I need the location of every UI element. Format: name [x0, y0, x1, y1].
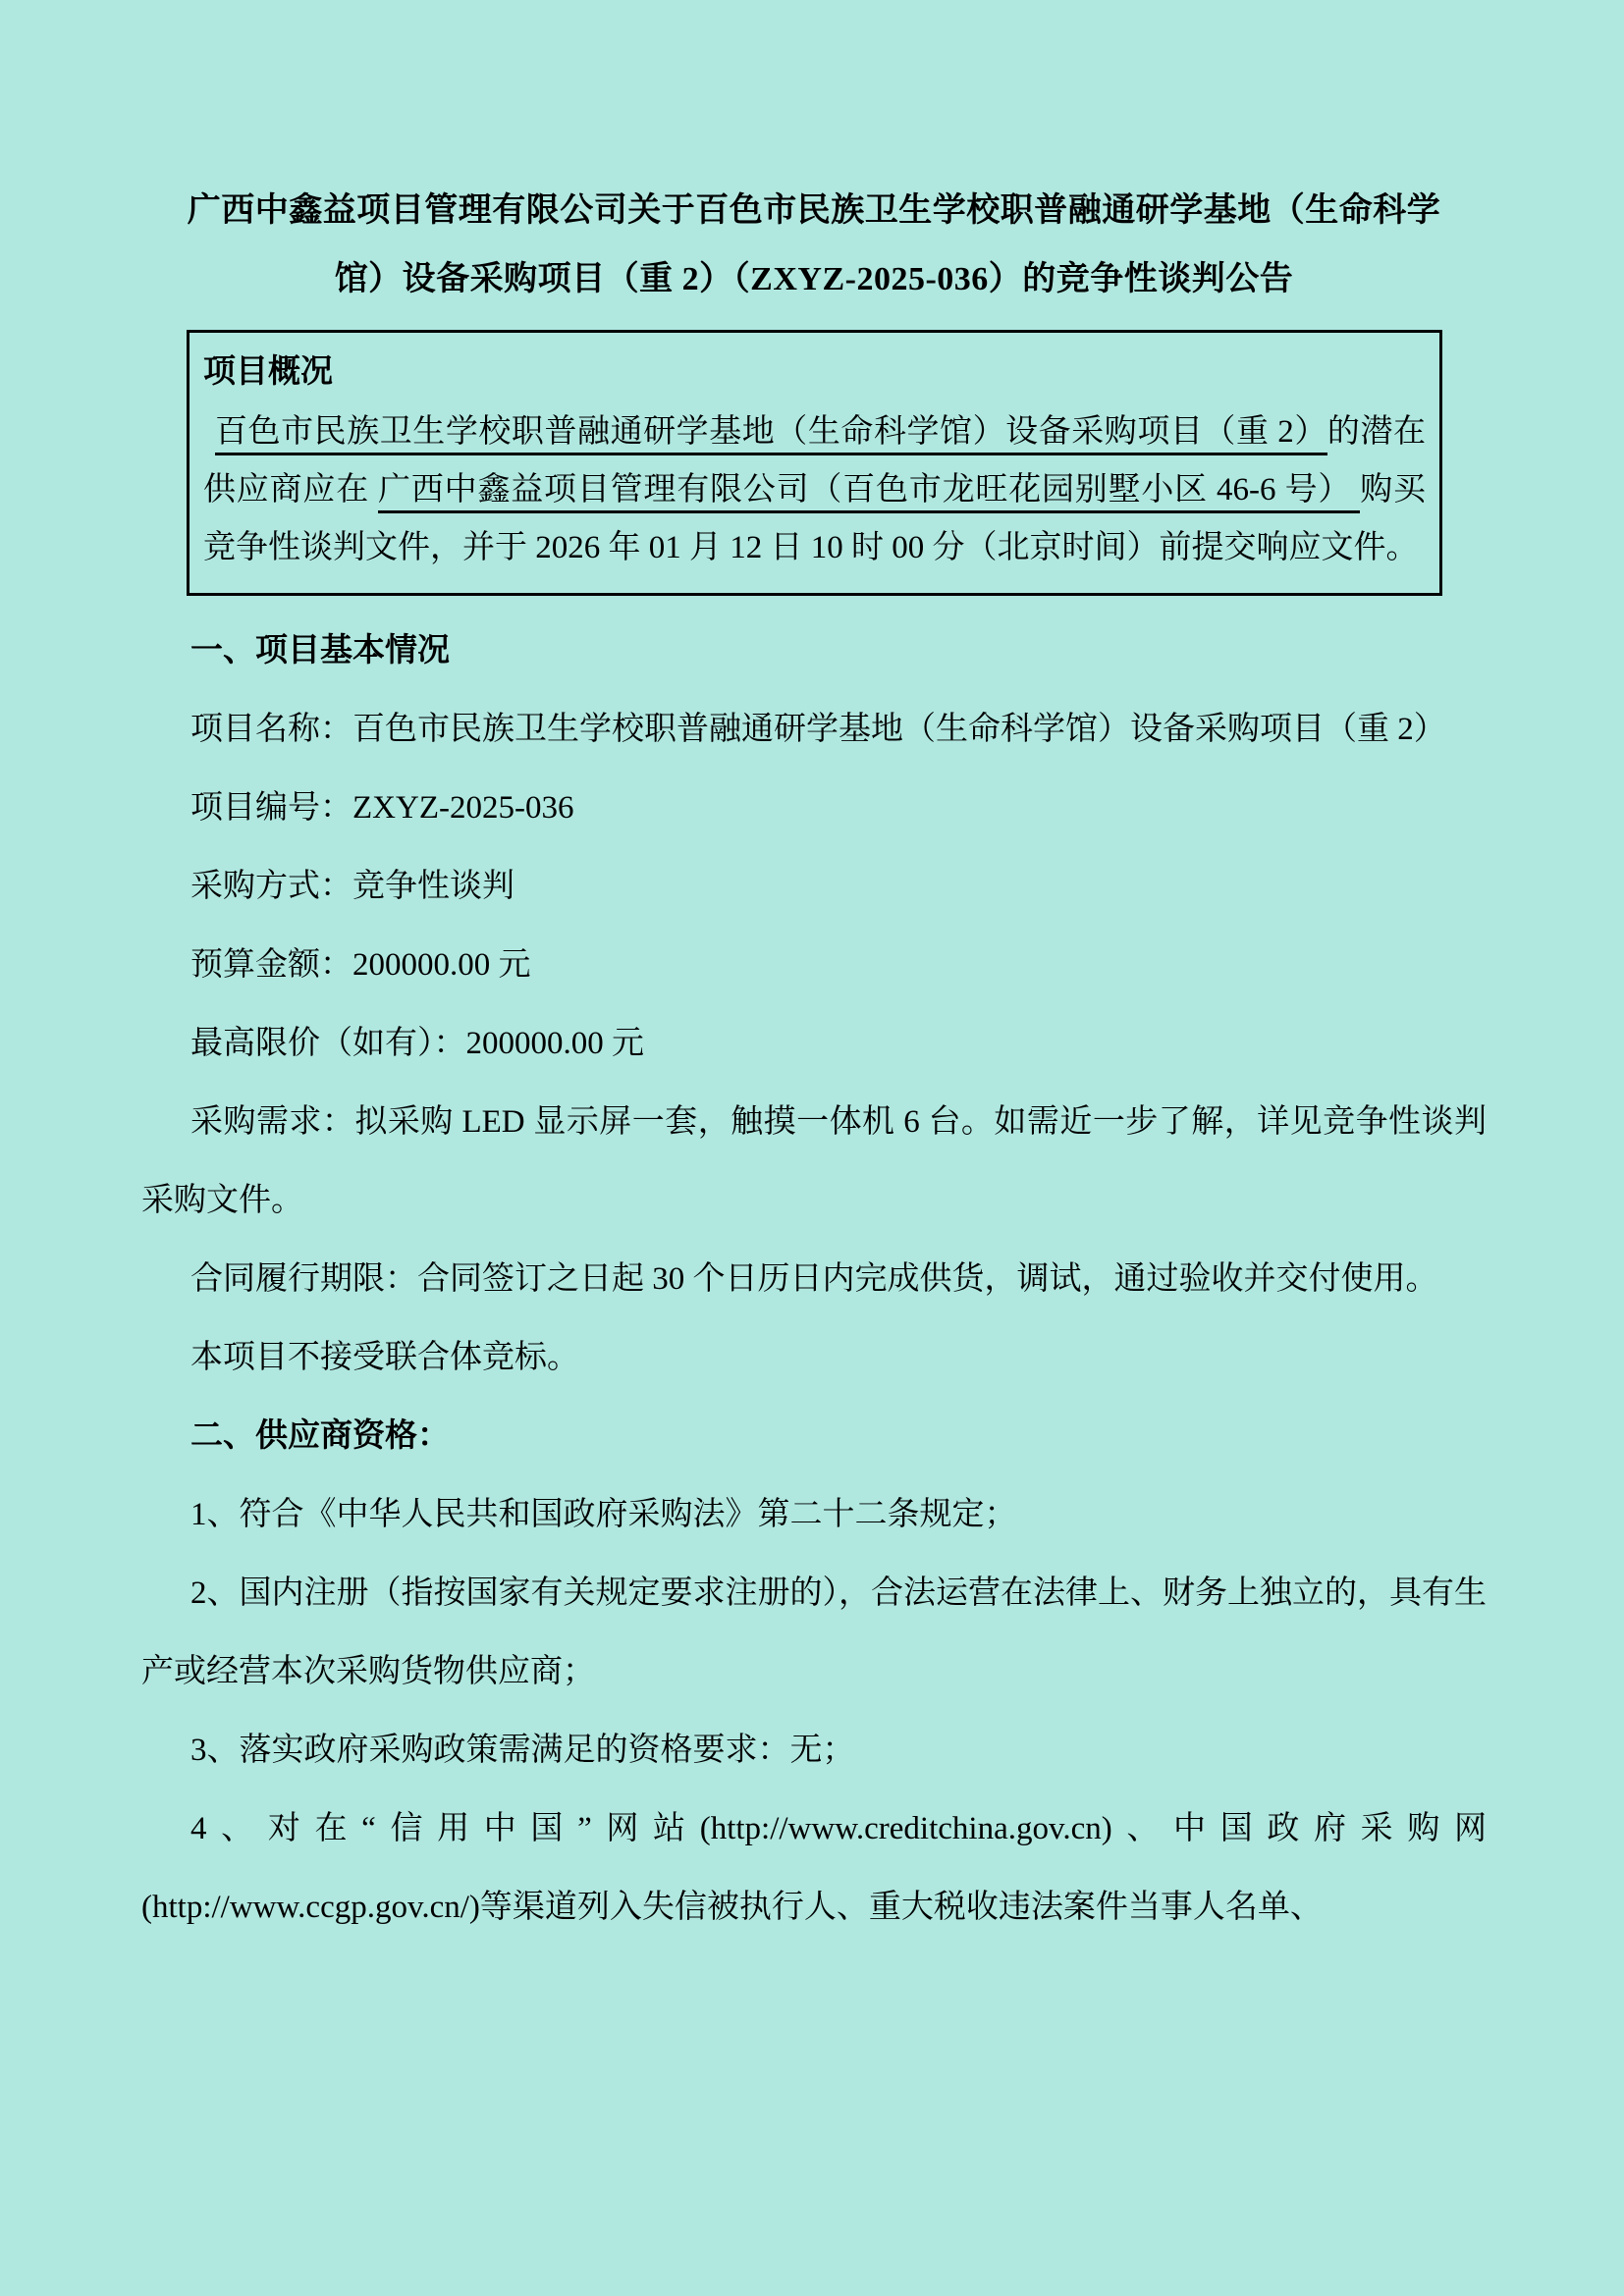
- document-body: [141, 612, 1487, 1947]
- overview-project-name-underlined: 百色市民族卫生学校职普融通研学基地（生命科学馆）设备采购项目（重 2）: [215, 414, 1327, 455]
- overview-paragraph: [203, 403, 1426, 577]
- para-budget-amount: 预算金额：200000.00 元: [190, 947, 531, 983]
- para-qualification-1: 1、符合《中华人民共和国政府采购法》第二十二条规定；: [190, 1497, 1017, 1532]
- para-contract-period: 合同履行期限：合同签订之日起 30 个日历日内完成供货，调试，通过验收并交付使用。: [190, 1261, 1438, 1297]
- section-heading-basic-info: 一、项目基本情况: [190, 633, 450, 668]
- document-title: 广西中鑫益项目管理有限公司关于百色市民族卫生学校职普融通研学基地（生命科学馆）设备采购项目（重 2）（ZXYZ-2025-036）的竞争性谈判公告: [187, 192, 1441, 297]
- para-qualification-3: 3、落实政府采购政策需满足的资格要求：无；: [190, 1733, 855, 1768]
- section-heading-supplier-qualification: 二、供应商资格：: [190, 1418, 450, 1454]
- para-max-price: 最高限价（如有）：200000.00 元: [190, 1026, 644, 1061]
- overview-plain-text-1: 的潜在供应商应在: [203, 414, 1427, 507]
- overview-heading: 项目概况: [203, 354, 333, 390]
- para-qualification-2: 2、国内注册（指按国家有关规定要求注册的），合法运营在法律上、财务上独立的，具有生产或经营本次采购货物供应商；: [141, 1575, 1487, 1689]
- project-overview-box: [187, 330, 1442, 596]
- para-project-name: 项目名称：百色市民族卫生学校职普融通研学基地（生命科学馆）设备采购项目（重 2）: [190, 712, 1446, 747]
- para-procurement-method: 采购方式：竞争性谈判: [190, 869, 514, 904]
- para-project-number: 项目编号：ZXYZ-2025-036: [190, 790, 574, 826]
- overview-plain-text-2: 购买竞争性谈判文件，并于 2026 年 01 月 12 日 10 时 00 分（北京时间）前提交响应文件。: [203, 472, 1427, 565]
- para-qualification-4: 4、对在“信用中国”网站(http://www.creditchina.gov.cn)、中国政府采购网(http://www.ccgp.gov.cn/)等渠道列入失信被执行人、重大税收违法案件当事人名单、: [141, 1811, 1487, 1925]
- para-procurement-demand: 采购需求：拟采购 LED 显示屏一套，触摸一体机 6 台。如需近一步了解，详见竞争性谈判采购文件。: [141, 1104, 1487, 1218]
- overview-agency-address-underlined: 广西中鑫益项目管理有限公司（百色市龙旺花园别墅小区 46-6 号）: [378, 472, 1360, 513]
- para-no-consortium: 本项目不接受联合体竞标。: [190, 1340, 579, 1375]
